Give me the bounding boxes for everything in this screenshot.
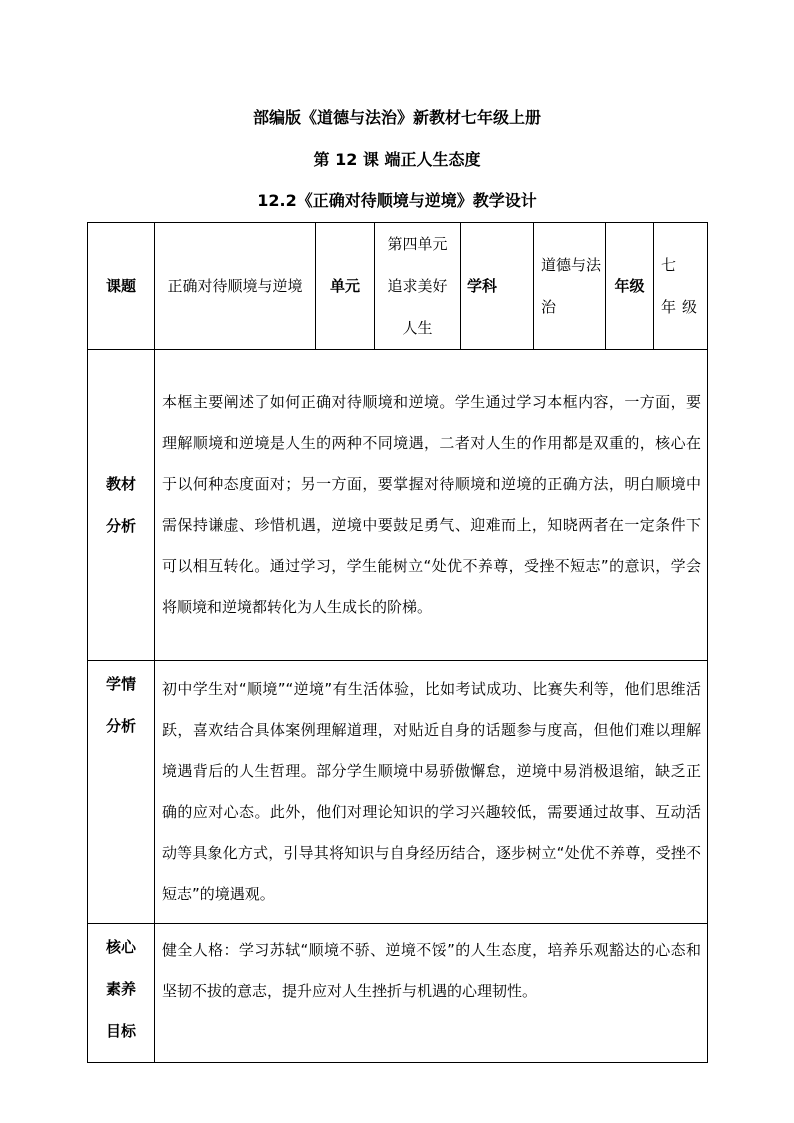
student-analysis-row <box>88 661 708 924</box>
unit-label: 单元 <box>316 223 375 350</box>
core-label-line2: 素养 <box>105 980 136 998</box>
unit-value: 第四单元追求美好人生 <box>375 223 461 350</box>
material-analysis-label <box>88 350 155 661</box>
topic-label: 课题 <box>88 223 155 350</box>
grade-value: 七 年级 <box>654 223 708 350</box>
topic-value: 正确对待顺境与逆境 <box>155 223 316 350</box>
core-literacy-row <box>88 924 708 1063</box>
subject-label: 学科 <box>461 223 534 350</box>
material-label-line2: 分析 <box>105 517 136 535</box>
core-literacy-label <box>88 924 155 1063</box>
student-analysis-text: 初中学生对“顺境”“逆境”有生活体验，比如考试成功、比赛失利等，他们思维活跃，喜欢结合具体案例理解道理，对贴近自身的话题参与度高，但他们难以理解境遇背后的人生哲理。部分学生顺境中易骄傲懈怠，逆境中易消极退缩，缺乏正确的应对心态。此外，他们对理论知识的学习兴趣较低，需要通过故事、互动活动等具象化方式，引导其将知识与自身经历结合，逐步树立“处优不养尊，受挫不短志”的境遇观。 <box>155 661 708 924</box>
lesson-design-table <box>87 222 708 1063</box>
core-literacy-text: 健全人格：学习苏轼“顺境不骄、逆境不馁”的人生态度，培养乐观豁达的心态和坚韧不拔的意志，提升应对人生挫折与机遇的心理韧性。 <box>155 924 708 1063</box>
student-analysis-label <box>88 661 155 924</box>
subject-value: 道德与法治 <box>534 223 606 350</box>
core-label-line1: 核心 <box>105 938 136 956</box>
grade-label: 年级 <box>606 223 654 350</box>
student-label-line2: 分析 <box>105 717 136 735</box>
material-label-line1: 教材 <box>105 475 136 493</box>
core-label-line3: 目标 <box>105 1022 136 1040</box>
section-title: 12.2《正确对待顺境与逆境》教学设计 <box>257 191 537 210</box>
document-title: 部编版《道德与法治》新教材七年级上册 <box>252 108 541 127</box>
lesson-title: 第 12 课 端正人生态度 <box>313 150 481 169</box>
info-row <box>88 223 708 350</box>
material-analysis-row <box>88 350 708 661</box>
student-label-line1: 学情 <box>105 675 136 693</box>
material-analysis-text: 本框主要阐述了如何正确对待顺境和逆境。学生通过学习本框内容，一方面，要理解顺境和逆境是人生的两种不同境遇，二者对人生的作用都是双重的，核心在于以何种态度面对；另一方面，要掌握对待顺境和逆境的正确方法，明白顺境中需保持谦虚、珍惜机遇，逆境中要鼓足勇气、迎难而上，知晓两者在一定条件下可以相互转化。通过学习，学生能树立“处优不养尊，受挫不短志”的意识，学会将顺境和逆境都转化为人生成长的阶梯。 <box>155 350 708 661</box>
